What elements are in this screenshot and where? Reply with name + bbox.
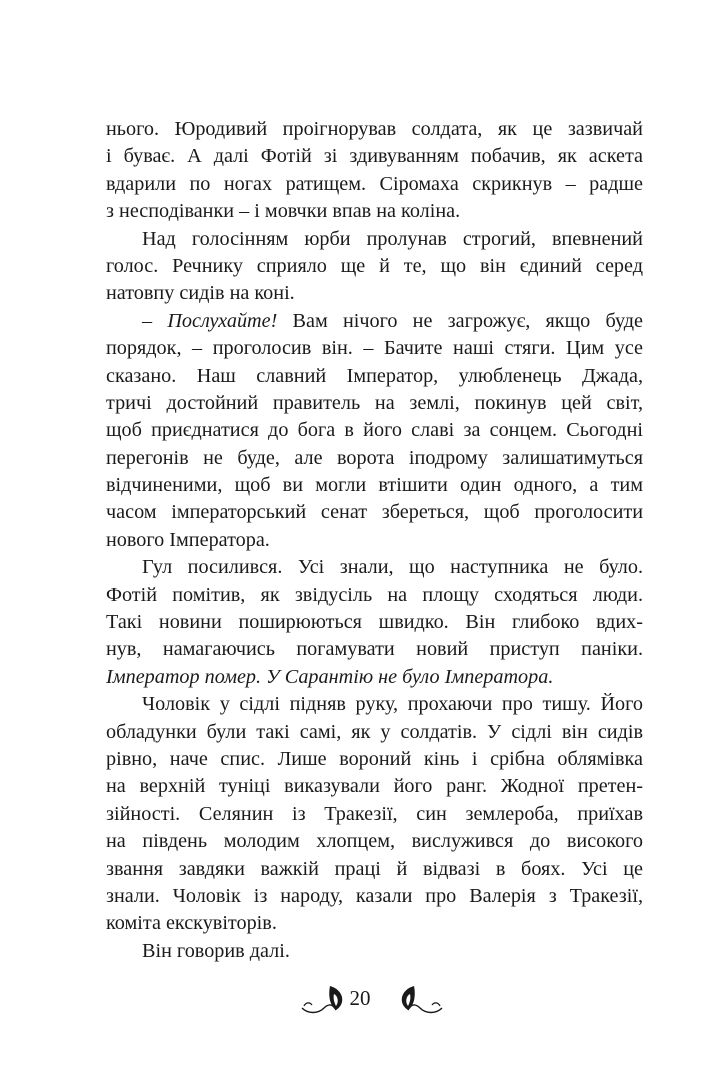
text-line xyxy=(106,554,643,581)
text-line xyxy=(106,226,643,253)
text-segment: на верхній туніці виказували його ранг. Жодної претен- xyxy=(106,775,643,798)
text-line xyxy=(106,801,643,828)
text-segment: Фотій помітив, як звідусіль на площу сходяться люди. xyxy=(106,583,643,606)
text-segment: перегонів не буде, але ворота іподрому залишатимуться xyxy=(106,446,643,469)
text-line xyxy=(106,143,643,170)
text-segment: Вам нічого не загрожує, якщо буде xyxy=(277,309,644,332)
text-line xyxy=(106,363,643,390)
text-segment: Такі новини поширюються швидко. Він глибоко вдих- xyxy=(106,611,643,634)
text-segment: Чоловік у сідлі підняв руку, прохаючи про тишу. Його xyxy=(142,693,643,716)
text-line xyxy=(106,499,643,526)
text-segment: відчиненими, щоб ви могли втішити один одного, а тим xyxy=(106,474,643,497)
text-segment: нового Імператора. xyxy=(106,528,270,551)
text-line xyxy=(106,417,643,444)
text-segment: Гул посилився. Усі знали, що наступника не було. xyxy=(142,556,643,579)
text-segment: і буває. А далі Фотій зі здивуванням побачив, як аскета xyxy=(106,145,643,168)
text-line xyxy=(106,883,643,910)
italic-text: Імператор помер. У Сарантію не було Імператора. xyxy=(106,665,554,688)
text-segment: вдарили по ногах ратищем. Сіромаха скрикнув – радше xyxy=(106,172,643,195)
text-line xyxy=(106,582,643,609)
text-segment: на південь молодим хлопцем, вислужився до високого xyxy=(106,830,643,853)
italic-text: Послухайте! xyxy=(167,309,278,332)
text-line xyxy=(106,910,643,937)
fleuron-right-icon xyxy=(396,982,444,1016)
text-line xyxy=(106,308,643,335)
text-segment: зійності. Селянин із Тракезії, син землероба, приїхав xyxy=(106,802,643,825)
text-segment: – xyxy=(142,309,168,332)
text-line xyxy=(106,609,643,636)
text-segment: Над голосінням юрби пролунав строгий, впевнений xyxy=(142,227,643,250)
text-segment: нув, намагаючись погамувати новий приступ паніки. xyxy=(106,638,643,661)
text-segment: натовпу сидів на коні. xyxy=(106,282,295,305)
text-segment: коміта екскувіторів. xyxy=(106,912,277,935)
text-line xyxy=(106,171,643,198)
page-footer xyxy=(0,978,720,1028)
text-line xyxy=(106,691,643,718)
text-segment: голос. Речнику сприяло ще й те, що він єдиний серед xyxy=(106,254,643,277)
text-segment: тричі достойний правитель на землі, покинув цей світ, xyxy=(106,391,643,414)
text-line xyxy=(106,472,643,499)
text-line xyxy=(106,198,643,225)
text-line xyxy=(106,828,643,855)
text-line xyxy=(106,773,643,800)
text-segment: нього. Юродивий проігнорував солдата, як це зазвичай xyxy=(106,118,643,140)
text-line xyxy=(106,253,643,280)
body-text xyxy=(106,116,643,965)
text-segment: сказано. Наш славний Імператор, улюбленець Джада, xyxy=(106,364,643,387)
page-number: 20 xyxy=(349,986,371,1010)
text-line xyxy=(106,664,643,691)
text-line xyxy=(106,390,643,417)
text-line xyxy=(106,856,643,883)
text-segment: рівно, наче спис. Лише вороний кінь і срібна облямівка xyxy=(106,747,643,770)
text-segment: знали. Чоловік із народу, казали про Валерія з Тракезії, xyxy=(106,884,643,907)
text-line xyxy=(106,116,643,143)
text-segment: порядок, – проголосив він. – Бачите наші стяги. Цим усе xyxy=(106,337,643,360)
text-line xyxy=(106,719,643,746)
text-line xyxy=(106,938,643,965)
text-segment: Він говорив далі. xyxy=(142,939,290,962)
text-line xyxy=(106,636,643,663)
text-segment: обладунки були такі самі, як у солдатів. У сідлі він сидів xyxy=(106,720,643,743)
text-segment: звання завдяки важкій праці й відвазі в боях. Усі це xyxy=(106,857,643,880)
text-line xyxy=(106,445,643,472)
text-line xyxy=(106,280,643,307)
text-line xyxy=(106,335,643,362)
text-segment: з несподіванки – і мовчки впав на коліна. xyxy=(106,200,461,223)
text-segment: щоб приєднатися до бога в його славі за сонцем. Сьогодні xyxy=(106,419,643,442)
text-line xyxy=(106,746,643,773)
text-line xyxy=(106,527,643,554)
text-segment: часом імператорський сенат збереться, щоб проголосити xyxy=(106,501,643,524)
